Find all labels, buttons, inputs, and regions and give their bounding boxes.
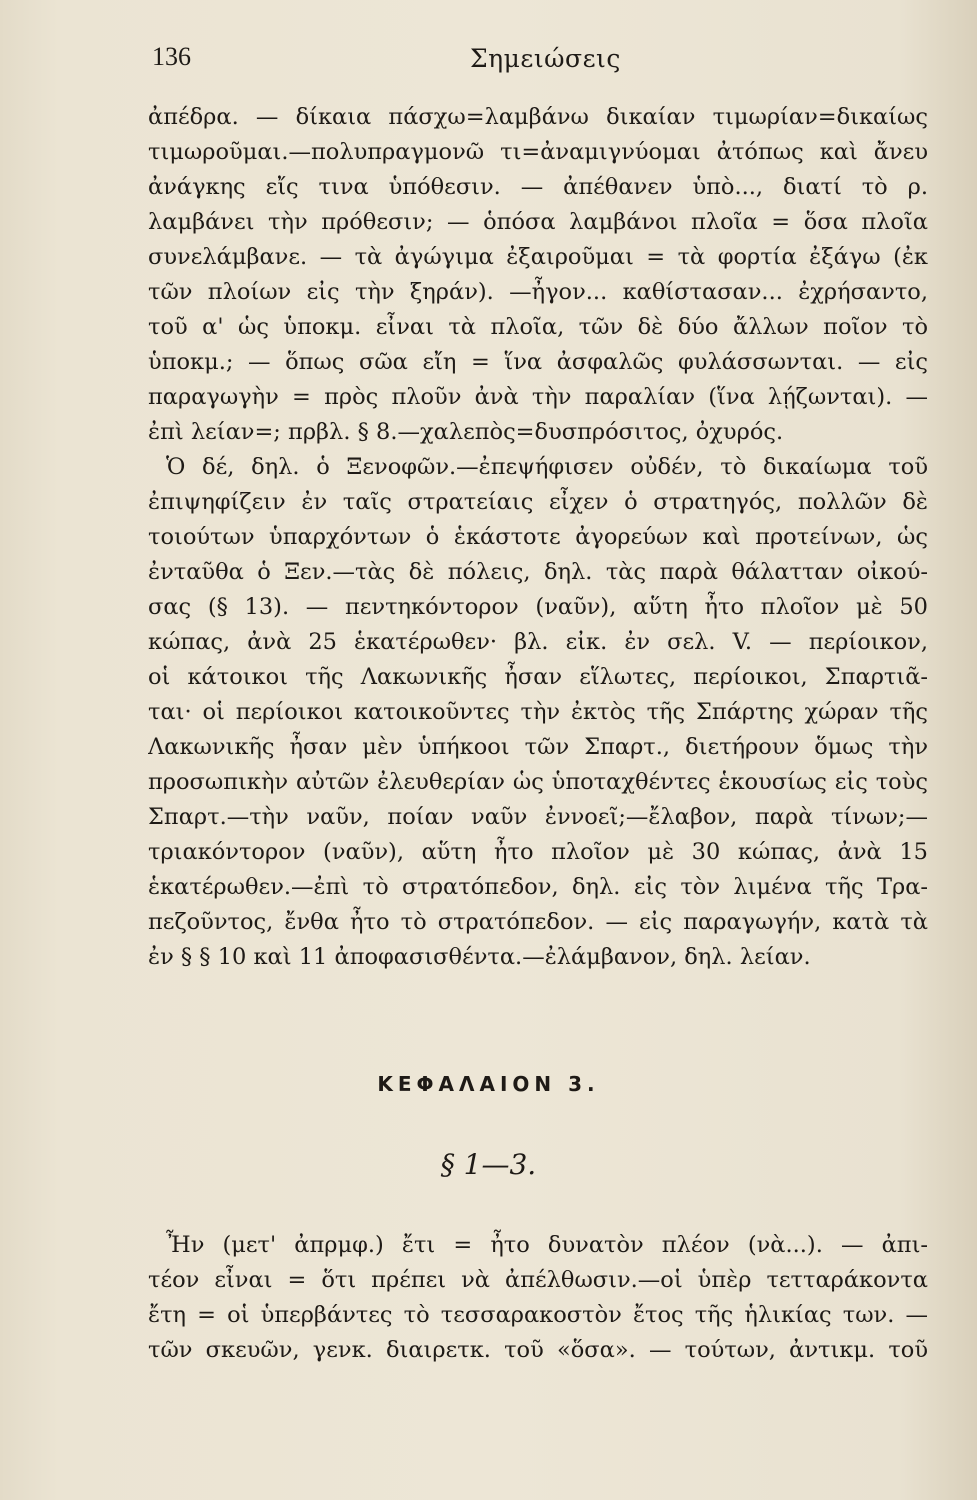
text-line: ἐπὶ λείαν=; πρβλ. § 8.—χαλεπὸς=δυσπρόσιτος, ὀχυρός. (148, 419, 784, 445)
text-line: ἀπέδρα. — δίκαια πάσχω=λαμβάνω δικαίαν τιμωρίαν=δικαίως (148, 104, 928, 130)
text-line: λαμβάνει τὴν πρόθεσιν; — ὁπόσα λαμβάνοι πλοῖα = ὅσα πλοῖα (148, 209, 928, 235)
text-line: ται· οἱ περίοικοι κατοικοῦντες τὴν ἐκτὸς τῆς Σπάρτης χώραν τῆς (148, 699, 928, 725)
text-line: ἐπιψηφίζειν ἐν ταῖς στρατείαις εἶχεν ὁ στρατηγός, πολλῶν δὲ (148, 489, 928, 515)
section-heading: § 1—3. (440, 1148, 537, 1181)
text-line: ἔτη = οἱ ὑπερβάντες τὸ τεσσαρακοστὸν ἔτος τῆς ἡλικίας των. — (148, 1302, 928, 1328)
page-number: 136 (152, 42, 191, 71)
text-line: σας (§ 13). — πεντηκόντορον (ναῦν), αὕτη ἦτο πλοῖον μὲ 50 (148, 594, 928, 620)
text-line: Σπαρτ.—τὴν ναῦν, ποίαν ναῦν ἐννοεῖ;—ἔλαβον, παρὰ τίνων;— (148, 804, 928, 830)
text-line: οἱ κάτοικοι τῆς Λακωνικῆς ἦσαν εἵλωτες, περίοικοι, Σπαρτιᾶ- (148, 664, 928, 690)
text-line: τοῦ α' ὡς ὑποκμ. εἶναι τὰ πλοῖα, τῶν δὲ δύο ἄλλων ποῖον τὸ (148, 314, 928, 340)
text-line: κώπας, ἀνὰ 25 ἑκατέρωθεν· βλ. εἰκ. ἐν σελ. V. — περίοικον, (148, 629, 928, 655)
text-line: πεζοῦντος, ἔνθα ἦτο τὸ στρατόπεδον. — εἰς παραγωγήν, κατὰ τὰ (148, 909, 928, 935)
text-line: ἐν § § 10 καὶ 11 ἀποφασισθέντα.—ἐλάμβανον, δηλ. λείαν. (148, 944, 811, 970)
text-line: ἑκατέρωθεν.—ἐπὶ τὸ στρατόπεδον, δηλ. εἰς τὸν λιμένα τῆς Τρα- (148, 874, 928, 900)
text-line: τῶν σκευῶν, γενκ. διαιρετκ. τοῦ «ὅσα». — τούτων, ἀντικμ. τοῦ (148, 1337, 928, 1363)
notes-paragraph-3 (148, 1228, 928, 1368)
text-line: τιμωροῦμαι.—πολυπραγμονῶ τι=ἀναμιγνύομαι ἀτόπως καὶ ἄνευ (148, 139, 928, 165)
chapter-heading: ΚΕΦΑΛΑΙΟΝ 3. (377, 1072, 600, 1096)
text-line: τῶν πλοίων εἰς τὴν ξηράν). —ἦγον... καθίστασαν... ἐχρήσαντο, (148, 279, 928, 305)
text-line: ἐνταῦθα ὁ Ξεν.—τὰς δὲ πόλεις, δηλ. τὰς παρὰ θάλατταν οἰκού- (148, 559, 928, 585)
text-line: προσωπικὴν αὐτῶν ἐλευθερίαν ὡς ὑποταχθέντες ἑκουσίως εἰς τοὺς (148, 769, 928, 795)
page-header (140, 40, 900, 80)
running-head: Σημειώσεις (470, 44, 621, 73)
text-line: παραγωγὴν = πρὸς πλοῦν ἀνὰ τὴν παραλίαν (ἵνα λῄζωνται). — (148, 384, 928, 410)
text-line: Ἦν (μετ' ἀπρμφ.) ἔτι = ἦτο δυνατὸν πλέον (νὰ...). — ἀπι- (166, 1232, 928, 1258)
text-line: τέον εἶναι = ὅτι πρέπει νὰ ἀπέλθωσιν.—οἱ ὑπὲρ τετταράκοντα (148, 1267, 928, 1293)
text-line: ἀνάγκης εἴς τινα ὑπόθεσιν. — ἀπέθανεν ὑπὸ..., διατί τὸ ρ. (148, 174, 928, 200)
text-line: τριακόντορον (ναῦν), αὕτη ἦτο πλοῖον μὲ 30 κώπας, ἀνὰ 15 (148, 839, 928, 865)
text-line: Ὁ δέ, δηλ. ὁ Ξενοφῶν.—ἐπεψήφισεν οὐδέν, τὸ δικαίωμα τοῦ (166, 454, 928, 480)
text-line: συνελάμβανε. — τὰ ἀγώγιμα ἐξαιροῦμαι = τὰ φορτία ἐξάγω (ἐκ (148, 244, 928, 270)
text-line: τοιούτων ὑπαρχόντων ὁ ἑκάστοτε ἀγορεύων καὶ προτείνων, ὡς (148, 524, 928, 550)
text-line: Λακωνικῆς ἦσαν μὲν ὑπήκοοι τῶν Σπαρτ., διετήρουν ὅμως τὴν (148, 734, 928, 760)
text-line: ὑποκμ.; — ὅπως σῶα εἴη = ἵνα ἀσφαλῶς φυλάσσωνται. — εἰς (148, 349, 928, 375)
notes-paragraph-1 (148, 100, 928, 975)
